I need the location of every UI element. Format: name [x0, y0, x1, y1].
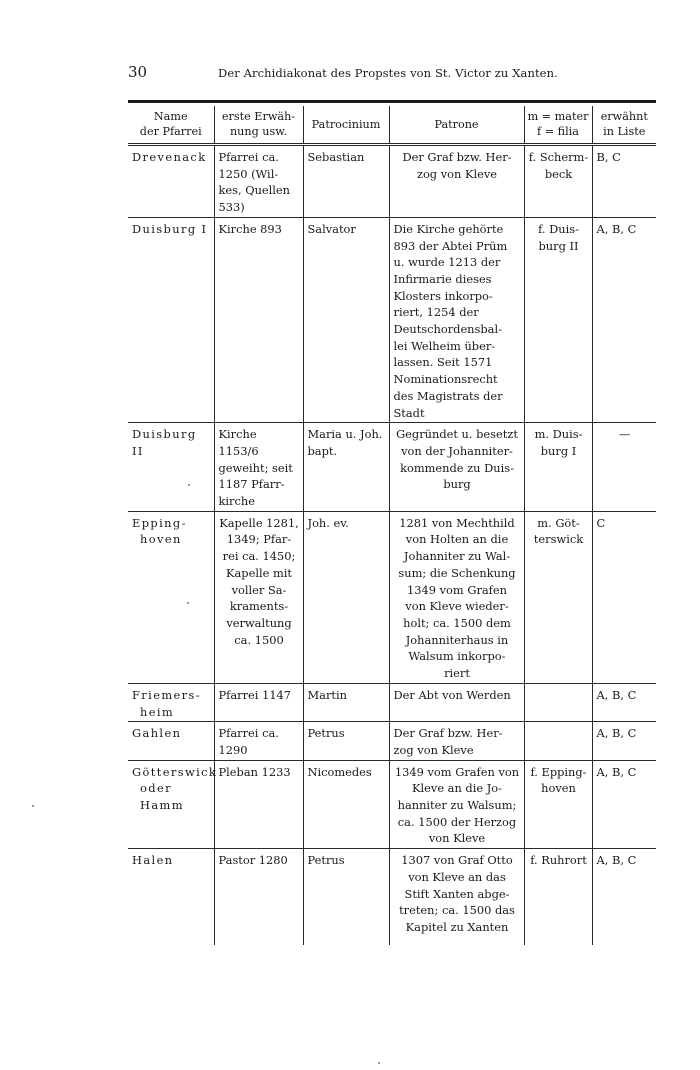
header-first-mention: erste Erwäh- nung usw.	[214, 106, 303, 145]
cell-patrocinium: Nicomedes	[303, 760, 389, 849]
name-line1: Götterswick	[132, 764, 218, 779]
cell-name	[128, 217, 214, 422]
table-row	[128, 145, 656, 218]
cell-liste: —	[592, 423, 656, 512]
cell-mater-filia	[524, 722, 592, 760]
cell-patrone: Der Abt von Werden	[389, 683, 524, 721]
page-header	[128, 63, 656, 83]
cell-mater-filia: m. Duis- burg I	[524, 423, 592, 512]
table-row	[128, 423, 656, 512]
cell-mater-filia	[524, 683, 592, 721]
cell-patrone: 1307 von Graf Otto von Kleve an das Stift Xanten abge- treten; ca. 1500 das Kapitel zu Xanten	[389, 849, 524, 946]
cell-liste: A, B, C	[592, 683, 656, 721]
page-number: 30	[128, 63, 148, 81]
table-row	[128, 683, 656, 721]
cell-liste: A, B, C	[592, 722, 656, 760]
cell-patrocinium: Maria u. Joh. bapt.	[303, 423, 389, 512]
cell-mater-filia: f. Epping- hoven	[524, 760, 592, 849]
running-title: Der Archidiakonat des Propstes von St. Victor zu Xanten.	[218, 66, 558, 80]
cell-mater-filia: f. Ruhrort	[524, 849, 592, 946]
cell-mater-filia: m. Göt- terswick	[524, 511, 592, 683]
table-row	[128, 217, 656, 422]
cell-first-mention: Pastor 1280	[214, 849, 303, 946]
cell-first-mention: Pfarrei ca. 1250 (Wil- kes, Quellen 533)	[214, 145, 303, 218]
name-line2: hoven	[140, 532, 182, 547]
name-line1: Duisburg I	[132, 221, 208, 236]
header-patrone: Patrone	[389, 106, 524, 145]
header-liste: erwähnt in Liste	[592, 106, 656, 145]
cell-mater-filia: f. Duis- burg II	[524, 217, 592, 422]
cell-patrone: 1281 von Mechthild von Holten an die Johanniter zu Wal- sum; die Schenkung 1349 vom Grafen von Kleve wieder- holt; ca. 1500 dem Johanniterhaus in Walsum inkorpo- riert	[389, 511, 524, 683]
cell-first-mention: Kapelle 1281, 1349; Pfar- rei ca. 1450; Kapelle mit voller Sa- kraments- verwaltung ca. 1500	[214, 511, 303, 683]
header-mater-filia: m = mater f = filia	[524, 106, 592, 145]
table-row	[128, 849, 656, 946]
cell-name	[128, 722, 214, 760]
scan-speck	[187, 602, 189, 604]
cell-patrone: Der Graf bzw. Her- zog von Kleve	[389, 145, 524, 218]
table-header-row	[128, 106, 656, 145]
cell-first-mention: Pfarrei ca. 1290	[214, 722, 303, 760]
name-line1: Drevenack	[132, 150, 207, 164]
cell-name	[128, 760, 218, 849]
cell-patrocinium: Sebastian	[303, 145, 389, 218]
cell-liste: C	[592, 511, 656, 683]
cell-patrocinium: Petrus	[303, 849, 389, 946]
cell-name	[128, 849, 214, 946]
table-row	[128, 760, 656, 849]
cell-first-mention: Pleban 1233	[214, 760, 303, 849]
name-line2: oder Hamm	[140, 781, 184, 813]
name-line2: heim	[140, 704, 175, 719]
cell-patrone: 1349 vom Grafen von Kleve an die Jo- hanniter zu Walsum; ca. 1500 der Herzog von Kleve	[389, 760, 524, 849]
cell-patrone: Der Graf bzw. Her- zog von Kleve	[389, 722, 524, 760]
name-line1: Gahlen	[132, 726, 182, 741]
cell-name	[128, 145, 214, 218]
cell-patrocinium: Petrus	[303, 722, 389, 760]
name-line1: Friemers-	[132, 687, 202, 702]
name-line1: Duisburg II	[132, 427, 197, 458]
parish-table	[128, 106, 656, 945]
name-line1: Halen	[132, 853, 174, 868]
table-row	[128, 722, 656, 760]
cell-name	[128, 683, 214, 721]
header-patrocinium: Patrocinium	[303, 106, 389, 145]
cell-patrocinium: Joh. ev.	[303, 511, 389, 683]
cell-patrone: Die Kirche gehörte 893 der Abtei Prüm u. wurde 1213 der Infirmarie dieses Klosters inkorpo- riert, 1254 der Deutschordensbal- lei Welheim über- lassen. Seit 1571 Nominationsrecht des Magistrats der Stadt	[389, 217, 524, 422]
cell-patrocinium: Martin	[303, 683, 389, 721]
cell-name	[128, 423, 214, 512]
table-row	[128, 511, 656, 683]
cell-first-mention: Kirche 1153/6 geweiht; seit 1187 Pfarr- kirche	[214, 423, 303, 512]
cell-liste: A, B, C	[592, 760, 656, 849]
header-name: Name der Pfarrei	[139, 110, 202, 138]
cell-liste: A, B, C	[592, 849, 656, 946]
cell-patrone: Gegründet u. besetzt von der Johanniter- kommende zu Duis- burg	[389, 423, 524, 512]
cell-liste: A, B, C	[592, 217, 656, 422]
scan-speck	[32, 805, 34, 807]
cell-patrocinium: Salvator	[303, 217, 389, 422]
cell-name	[128, 511, 214, 683]
scan-speck	[188, 484, 190, 486]
cell-liste: B, C	[592, 145, 656, 218]
cell-first-mention: Kirche 893	[214, 217, 303, 422]
scan-speck	[378, 1062, 380, 1064]
table-top-rule	[128, 100, 656, 103]
cell-first-mention: Pfarrei 1147	[214, 683, 303, 721]
cell-mater-filia: f. Scherm- beck	[524, 145, 592, 218]
name-line1: Epping-	[132, 515, 187, 530]
